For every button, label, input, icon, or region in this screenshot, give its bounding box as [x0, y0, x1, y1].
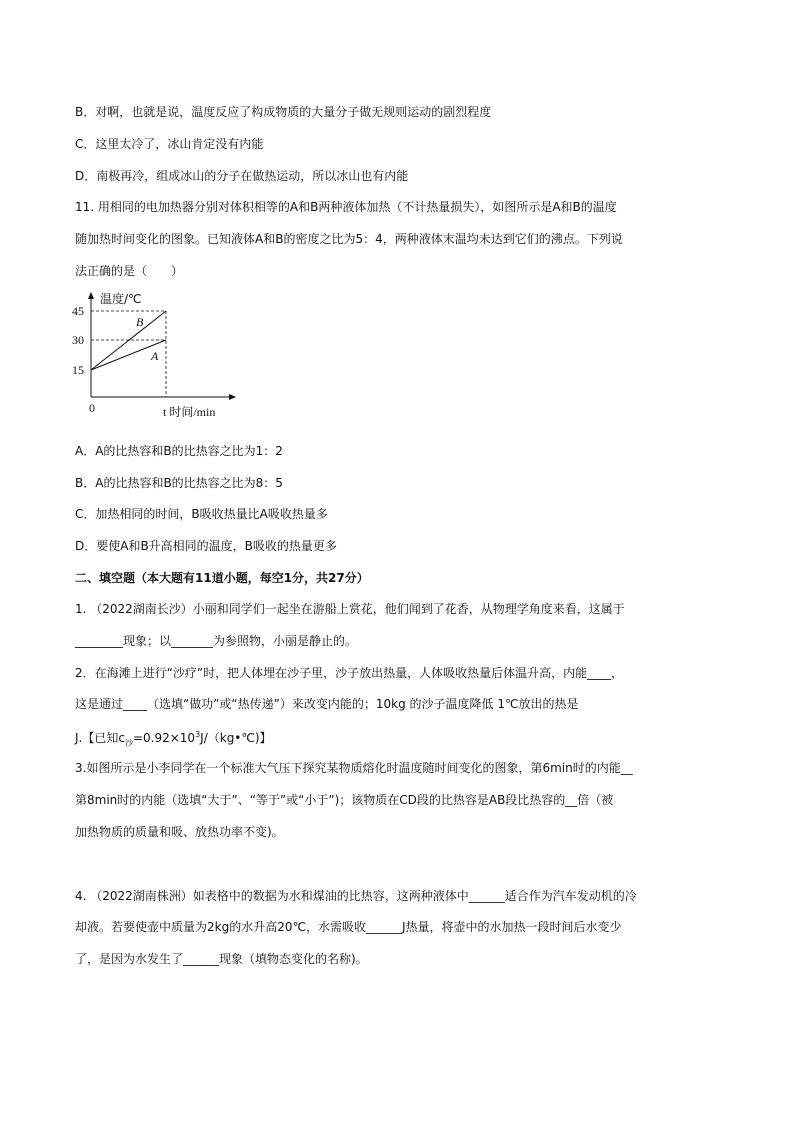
superscript-3: 3: [195, 730, 201, 739]
fill-4-line-2: 却液。若要使壶中质量为2kg的水升高20℃，水需吸收______J热量，将壶中的水加热一段时间后水变少: [75, 920, 622, 934]
x-axis-arrow: [229, 394, 236, 400]
fill-3-line-3: 加热物质的质量和吸、放热功率不变)。: [75, 825, 284, 839]
series-label-B: B: [136, 315, 144, 329]
fill-3-line-2: 第8min时的内能（选填“大于”、“等于”或“小于”)；该物质在CD段的比热容是AB段比热容的__倍（被: [75, 793, 614, 807]
fill-2-text-c: J/（kg•℃)】: [200, 731, 272, 745]
q11-option-d: D．要使A和B升高相同的温度，B吸收的热量更多: [75, 539, 337, 553]
fill-4-line-3: 了，是因为水发生了______现象（填物态变化的名称)。: [75, 952, 368, 966]
fill-2-line-2: 这是通过____（选填“做功”或“热传递”）来改变内能的；10kg 的沙子温度降低 1℃放出的热是: [75, 697, 579, 711]
question-11-line-3: 法正确的是（ ）: [75, 264, 184, 278]
option-c: C．这里太冷了，冰山肯定没有内能: [75, 137, 264, 151]
subscript-sand: 沙: [124, 738, 133, 748]
q11-option-b: B．A的比热容和B的比热容之比为8：5: [75, 476, 283, 490]
q11-option-a: A．A的比热容和B的比热容之比为1：2: [75, 444, 283, 458]
fill-2-text-b: =0.92×10: [132, 731, 196, 745]
temperature-time-chart: [60, 286, 240, 418]
fill-4-line-1: 4. （2022湖南株洲）如表格中的数据为水和煤油的比热容，这两种液体中______适合作为汽车发动机的冷: [75, 889, 637, 903]
fill-1-line-1: 1. （2022湖南长沙）小丽和同学们一起坐在游船上赏花，他们闻到了花香，从物理学角度来看，这属于: [75, 602, 625, 616]
y-tick-15: 15: [72, 363, 84, 377]
y-tick-30: 30: [72, 333, 84, 347]
fill-3-line-1: 3.如图所示是小李同学在一个标准大气压下探究某物质熔化时温度随时间变化的图象，第6min时的内能__: [75, 761, 633, 775]
x-tick-t-and-label: t 时间/min: [163, 405, 216, 418]
y-axis-label: 温度/℃: [100, 292, 142, 306]
option-d: D．南极再冷，组成冰山的分子在做热运动，所以冰山也有内能: [75, 169, 409, 183]
fill-2-text-a: J.【已知c: [75, 731, 125, 745]
q11-option-c: C．加热相同的时间，B吸收热量比A吸收热量多: [75, 507, 328, 521]
x-tick-0: 0: [89, 401, 95, 415]
fill-2-line-1: 2．在海滩上进行“沙疗”时，把人体埋在沙子里，沙子放出热量，人体吸收热量后体温升高，内能____，: [75, 666, 624, 680]
section-2-heading: 二、填空题（本大题有11道小题，每空1分，共27分）: [75, 571, 369, 585]
series-label-A: A: [151, 349, 159, 363]
option-b: B．对啊，也就是说，温度反应了构成物质的大量分子做无规则运动的剧烈程度: [75, 105, 492, 119]
question-11-line-1: 11. 用相同的电加热器分别对体积相等的A和B两种液体加热（不计热量损失），如图所示是A和B的温度: [75, 200, 617, 214]
question-11-line-2: 随加热时间变化的图象。已知液体A和B的密度之比为5：4，两种液体末温均未达到它们的沸点。下列说: [75, 232, 623, 246]
y-tick-45: 45: [72, 304, 84, 318]
fill-1-line-2: ________现象；以_______为参照物，小丽是静止的。: [75, 634, 358, 648]
y-axis-arrow: [88, 292, 94, 299]
fill-2-line-3: [75, 727, 272, 751]
